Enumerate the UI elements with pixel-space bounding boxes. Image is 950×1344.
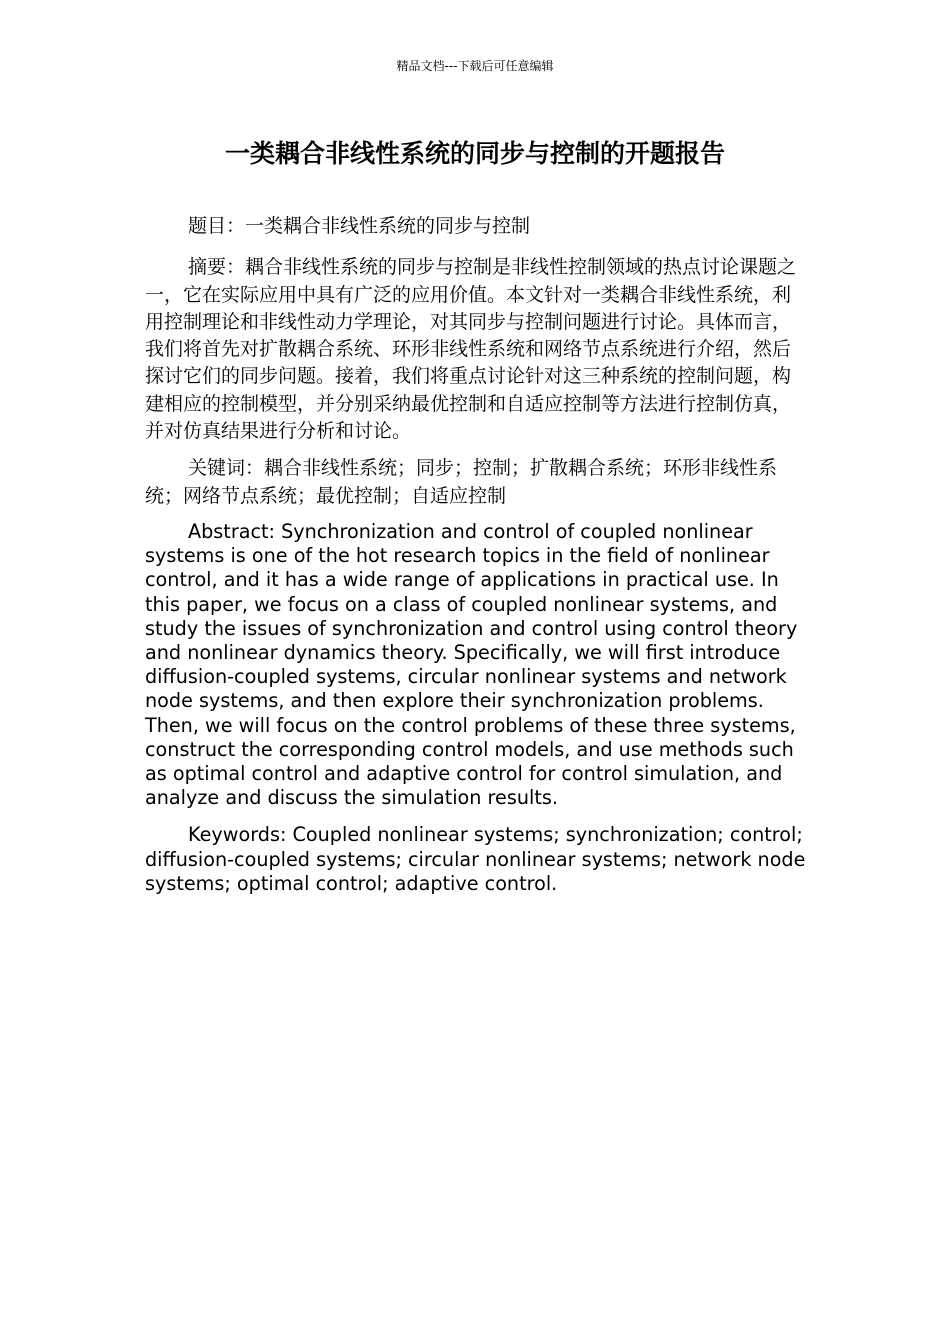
topic-line: 题目：一类耦合非线性系统的同步与控制 [188, 215, 531, 237]
abstract-cn: 摘要：耦合非线性系统的同步与控制是非线性控制领域的热点讨论课题之一，它在实际应用中具有广泛的应用价值。本文针对一类耦合非线性系统，利用控制理论和非线性动力学理论，对其同步与控制问题进行讨论。具体而言，我们将首先对扩散耦合系统、环形非线性系统和网络节点系统进行介绍，然后探讨它们的同步问题。接着，我们将重点讨论针对这三种系统的控制问题，构建相应的控制模型，并分别采纳最优控制和自适应控制等方法进行控制仿真，并对仿真结果进行分析和讨论。 [145, 256, 797, 443]
header-note: 精品文档---下载后可任意编辑 [396, 59, 554, 73]
keywords-en: Keywords: Coupled nonlinear systems; synchronization; control; diffusion-coupled systems; circular nonlinear systems; network node systems; optimal control; adaptive control. [145, 823, 806, 895]
document-body [145, 213, 807, 896]
document-title: 一类耦合非线性系统的同步与控制的开题报告 [224, 139, 725, 168]
abstract-en: Abstract: Synchronization and control of coupled nonlinear systems is one of the hot research topics in the field of nonlinear control, and it has a wide range of applications in practical use. In this paper, we focus on a class of coupled nonlinear systems, and study the issues of synchronization and control using control theory and nonlinear dynamics theory. Specifically, we will first introduce diffusion-coupled systems, circular nonlinear systems and network node systems, and then explore their synchronization problems. Then, we will focus on the control problems of these three systems, construct the corresponding control models, and use methods such as optimal control and adaptive control for control simulation, and analyze and discuss the simulation results. [145, 519, 798, 810]
keywords-cn: 关键词：耦合非线性系统；同步；控制；扩散耦合系统；环形非线性系统；网络节点系统；最优控制；自适应控制 [145, 457, 778, 507]
